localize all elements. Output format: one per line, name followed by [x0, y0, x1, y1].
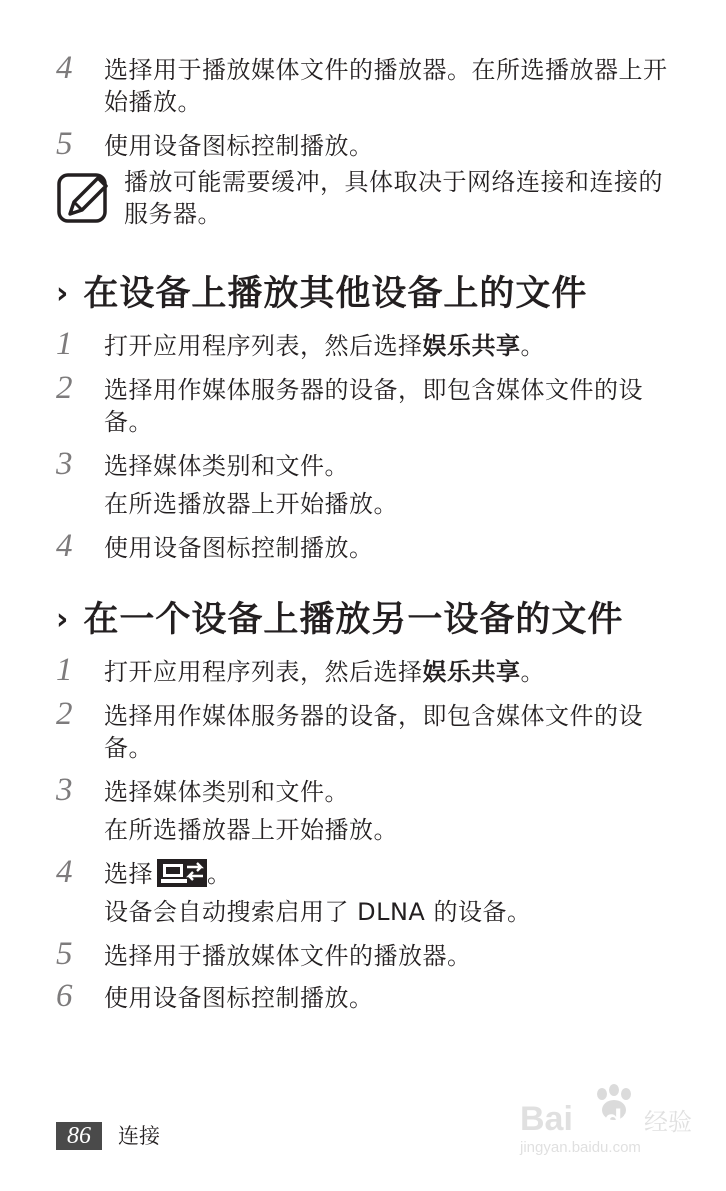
svg-text:Bai: Bai: [520, 1100, 573, 1138]
step-item: [56, 854, 676, 890]
step-text: [104, 858, 676, 890]
step-text: [104, 656, 676, 688]
step-text-part: 打开应用程序列表，然后选择: [104, 658, 423, 686]
step-text: 选择用作媒体服务器的设备，即包含媒体文件的设备。: [104, 702, 643, 762]
section-heading-text: 在一个设备上播放另一设备的文件: [83, 600, 624, 640]
section-label: 连接: [118, 1124, 160, 1148]
step-number: 2: [56, 696, 73, 732]
step-subtext: 设备会自动搜索启用了 DLNA 的设备。: [104, 898, 532, 926]
step-text-part: 。: [207, 860, 232, 888]
step-item: [56, 652, 676, 688]
note-pencil-icon: [56, 172, 112, 226]
step-number: 6: [56, 978, 73, 1014]
step-text: 选择用作媒体服务器的设备，即包含媒体文件的设备。: [104, 376, 643, 436]
step-item: [56, 772, 676, 808]
step-number: 5: [56, 936, 73, 972]
step-item: [56, 370, 676, 438]
section-heading: [56, 600, 623, 640]
step-text-part: 。: [520, 332, 545, 360]
step-number: 4: [56, 50, 73, 86]
svg-text:du: du: [604, 1104, 641, 1137]
step-item: [56, 326, 676, 362]
svg-text:jingyan.baidu.com: jingyan.baidu.com: [520, 1139, 641, 1156]
step-text: [104, 330, 676, 362]
step-item: [56, 528, 676, 564]
step-number: 2: [56, 370, 73, 406]
step-item: [56, 978, 676, 1014]
step-item: [56, 936, 676, 972]
step-number: 4: [56, 528, 73, 564]
chevron-right-icon: ›: [56, 276, 70, 311]
step-text: 使用设备图标控制播放。: [104, 132, 374, 160]
section-heading-text: 在设备上播放其他设备上的文件: [83, 274, 588, 314]
step-item: [56, 446, 676, 482]
step-text: 选择媒体类别和文件。: [104, 452, 349, 480]
step-text: 使用设备图标控制播放。: [104, 534, 374, 562]
step-text-part: 选择: [104, 860, 153, 888]
step-text: 选择媒体类别和文件。: [104, 778, 349, 806]
step-subtext: 在所选播放器上开始播放。: [104, 490, 398, 518]
step-subtext: 在所选播放器上开始播放。: [104, 816, 398, 844]
step-number: 1: [56, 326, 73, 362]
baidu-watermark-logo: [516, 1080, 696, 1160]
screen-share-icon: [157, 859, 207, 887]
step-item: [56, 126, 676, 162]
step-number: 1: [56, 652, 73, 688]
step-bold-term: 娱乐共享: [422, 658, 521, 686]
step-text-part: 。: [520, 658, 545, 686]
step-number: 3: [56, 772, 73, 808]
section-heading: [56, 274, 587, 314]
page-number: 86: [56, 1122, 102, 1150]
step-text: 选择用于播放媒体文件的播放器。: [104, 942, 472, 970]
note-text: 播放可能需要缓冲，具体取决于网络连接和连接的服务器。: [124, 168, 663, 228]
step-item: [56, 50, 676, 118]
step-item: [56, 696, 676, 764]
step-number: 4: [56, 854, 73, 890]
step-text: 选择用于播放媒体文件的播放器。在所选播放器上开始播放。: [104, 56, 668, 116]
step-text-part: 打开应用程序列表，然后选择: [104, 332, 423, 360]
chevron-right-icon: ›: [56, 602, 70, 637]
step-text: 使用设备图标控制播放。: [104, 984, 374, 1012]
step-number: 5: [56, 126, 73, 162]
step-bold-term: 娱乐共享: [422, 332, 521, 360]
step-number: 3: [56, 446, 73, 482]
svg-text:经验: 经验: [644, 1108, 692, 1136]
